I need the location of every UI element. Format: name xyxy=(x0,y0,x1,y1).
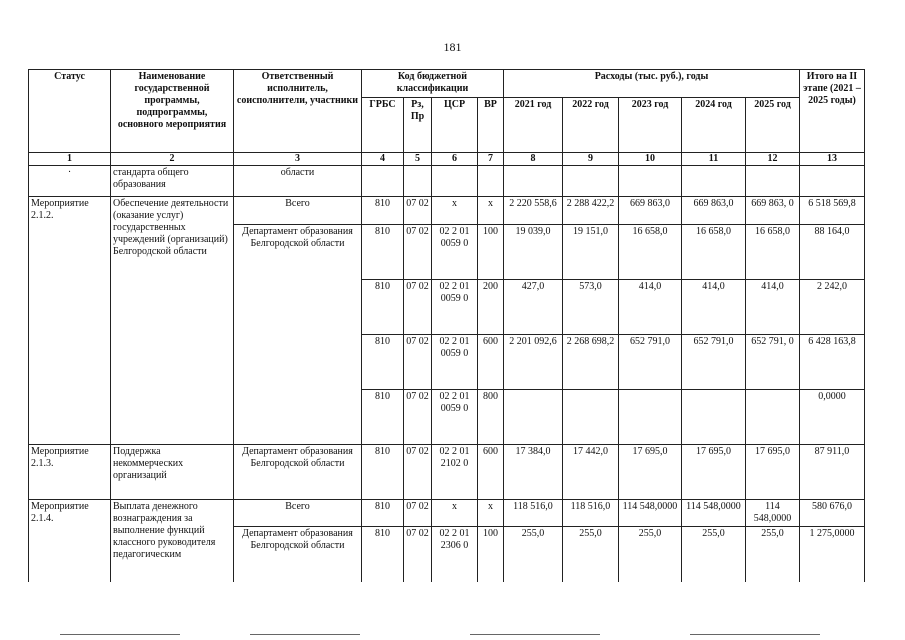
header-rzpr: Рз, Пр xyxy=(404,98,432,153)
header-2023: 2023 год xyxy=(619,98,682,153)
value-2021: 118 516,0 xyxy=(504,500,563,527)
column-number: 11 xyxy=(682,153,746,166)
value-2025: 16 658,0 xyxy=(746,225,800,280)
value-2024: 669 863,0 xyxy=(682,197,746,225)
value-2023: 669 863,0 xyxy=(619,197,682,225)
column-number: 7 xyxy=(478,153,504,166)
csr-cell: х xyxy=(432,500,478,527)
value-2025: 114 548,0000 xyxy=(746,500,800,527)
column-number: 1 xyxy=(29,153,111,166)
rzpr-cell: 07 02 xyxy=(404,280,432,335)
bottom-rule xyxy=(60,634,180,635)
csr-cell: 02 2 01 0059 0 xyxy=(432,225,478,280)
column-number: 10 xyxy=(619,153,682,166)
m214-name: Выплата денежного вознаграждения за выполнение функций классного руководителя педагогическим xyxy=(111,500,234,582)
vr-cell: 800 xyxy=(478,390,504,445)
value-2023: 114 548,0000 xyxy=(619,500,682,527)
value-2021: 427,0 xyxy=(504,280,563,335)
value-2022: 2 288 422,2 xyxy=(563,197,619,225)
header-status: Статус xyxy=(29,70,111,153)
value-2022: 17 442,0 xyxy=(563,445,619,500)
header-2022: 2022 год xyxy=(563,98,619,153)
value-2024: 16 658,0 xyxy=(682,225,746,280)
value-2021: 2 201 092,6 xyxy=(504,335,563,390)
table-row xyxy=(29,500,865,527)
csr-cell: 02 2 01 2306 0 xyxy=(432,527,478,582)
column-number: 13 xyxy=(800,153,865,166)
bottom-rule xyxy=(470,634,600,635)
value-2022: 19 151,0 xyxy=(563,225,619,280)
column-number: 2 xyxy=(111,153,234,166)
value-total: 88 164,0 xyxy=(800,225,865,280)
value-2025: 669 863, 0 xyxy=(746,197,800,225)
grbs-cell: 810 xyxy=(362,197,404,225)
vr-cell: 100 xyxy=(478,225,504,280)
column-number: 3 xyxy=(234,153,362,166)
value-2022: 2 268 698,2 xyxy=(563,335,619,390)
header-vr: ВР xyxy=(478,98,504,153)
grbs-cell: 810 xyxy=(362,225,404,280)
m212-executor-total: Всего xyxy=(234,197,362,225)
value-2023: 255,0 xyxy=(619,527,682,582)
grbs-cell: 810 xyxy=(362,280,404,335)
m213-executor: Департамент образования Белгородской области xyxy=(234,445,362,500)
vr-cell: х xyxy=(478,197,504,225)
value-total: 6 428 163,8 xyxy=(800,335,865,390)
value-2025: 414,0 xyxy=(746,280,800,335)
column-number-row xyxy=(29,153,865,166)
rzpr-cell: 07 02 xyxy=(404,445,432,500)
value-total: 0,0000 xyxy=(800,390,865,445)
value-2022: 573,0 xyxy=(563,280,619,335)
vr-cell: 100 xyxy=(478,527,504,582)
value-total: 87 911,0 xyxy=(800,445,865,500)
column-number: 9 xyxy=(563,153,619,166)
header-grbs: ГРБС xyxy=(362,98,404,153)
rzpr-cell: 07 02 xyxy=(404,390,432,445)
rzpr-cell: 07 02 xyxy=(404,335,432,390)
csr-cell: 02 2 01 2102 0 xyxy=(432,445,478,500)
value-2023: 414,0 xyxy=(619,280,682,335)
value-2024: 17 695,0 xyxy=(682,445,746,500)
value-total: 2 242,0 xyxy=(800,280,865,335)
vr-cell: х xyxy=(478,500,504,527)
header-2024: 2024 год xyxy=(682,98,746,153)
header-executor: Ответственный исполнитель, соисполнители, участники xyxy=(234,70,362,153)
header-2021: 2021 год xyxy=(504,98,563,153)
value-2025: 652 791, 0 xyxy=(746,335,800,390)
value-2024: 255,0 xyxy=(682,527,746,582)
value-2025 xyxy=(746,390,800,445)
cont-status: · xyxy=(29,166,111,197)
m214-executor-dept: Департамент образования Белгородской области xyxy=(234,527,362,582)
value-total: 580 676,0 xyxy=(800,500,865,527)
header-expenses: Расходы (тыс. руб.), годы xyxy=(504,70,800,98)
value-2022: 255,0 xyxy=(563,527,619,582)
m212-executor-dept: Департамент образования Белгородской области xyxy=(234,225,362,445)
csr-cell: 02 2 01 0059 0 xyxy=(432,335,478,390)
value-2023 xyxy=(619,390,682,445)
header-2025: 2025 год xyxy=(746,98,800,153)
rzpr-cell: 07 02 xyxy=(404,197,432,225)
header-name: Наименование государственной программы, подпрограммы, основного мероприятия xyxy=(111,70,234,153)
table-row xyxy=(29,166,865,197)
csr-cell: х xyxy=(432,197,478,225)
value-2024: 114 548,0000 xyxy=(682,500,746,527)
vr-cell: 600 xyxy=(478,335,504,390)
value-2023: 17 695,0 xyxy=(619,445,682,500)
value-2025: 255,0 xyxy=(746,527,800,582)
bottom-rule xyxy=(250,634,360,635)
header-csr: ЦСР xyxy=(432,98,478,153)
cont-executor: области xyxy=(234,166,362,197)
value-2022 xyxy=(563,390,619,445)
column-number: 12 xyxy=(746,153,800,166)
m212-status: Мероприятие 2.1.2. xyxy=(29,197,111,445)
header-budget-code: Код бюджетной классификации xyxy=(362,70,504,98)
m214-executor-total: Всего xyxy=(234,500,362,527)
value-2024: 652 791,0 xyxy=(682,335,746,390)
value-2023: 652 791,0 xyxy=(619,335,682,390)
value-2021: 255,0 xyxy=(504,527,563,582)
bottom-rule xyxy=(690,634,820,635)
m212-name: Обеспечение деятельности (оказание услуг) государственных учреждений (организаций) Белгородской области xyxy=(111,197,234,445)
value-2021: 17 384,0 xyxy=(504,445,563,500)
table-row xyxy=(29,197,865,225)
vr-cell: 600 xyxy=(478,445,504,500)
value-total: 6 518 569,8 xyxy=(800,197,865,225)
m213-name: Поддержка некоммерческих организаций xyxy=(111,445,234,500)
column-number: 8 xyxy=(504,153,563,166)
value-total: 1 275,0000 xyxy=(800,527,865,582)
value-2021: 2 220 558,6 xyxy=(504,197,563,225)
rzpr-cell: 07 02 xyxy=(404,500,432,527)
value-2023: 16 658,0 xyxy=(619,225,682,280)
value-2024 xyxy=(682,390,746,445)
table-row xyxy=(29,445,865,500)
budget-table xyxy=(28,69,865,582)
grbs-cell: 810 xyxy=(362,335,404,390)
rzpr-cell: 07 02 xyxy=(404,225,432,280)
value-2022: 118 516,0 xyxy=(563,500,619,527)
page-number: 181 xyxy=(443,40,462,54)
header-total: Итого на II этапе (2021 – 2025 годы) xyxy=(800,70,865,153)
csr-cell: 02 2 01 0059 0 xyxy=(432,280,478,335)
m214-status: Мероприятие 2.1.4. xyxy=(29,500,111,582)
csr-cell: 02 2 01 0059 0 xyxy=(432,390,478,445)
grbs-cell: 810 xyxy=(362,445,404,500)
column-number: 6 xyxy=(432,153,478,166)
column-number: 4 xyxy=(362,153,404,166)
value-2021: 19 039,0 xyxy=(504,225,563,280)
value-2024: 414,0 xyxy=(682,280,746,335)
m213-status: Мероприятие 2.1.3. xyxy=(29,445,111,500)
vr-cell: 200 xyxy=(478,280,504,335)
grbs-cell: 810 xyxy=(362,390,404,445)
column-number: 5 xyxy=(404,153,432,166)
value-2025: 17 695,0 xyxy=(746,445,800,500)
cont-name: стандарта общего образования xyxy=(111,166,234,197)
grbs-cell: 810 xyxy=(362,527,404,582)
rzpr-cell: 07 02 xyxy=(404,527,432,582)
value-2021 xyxy=(504,390,563,445)
grbs-cell: 810 xyxy=(362,500,404,527)
